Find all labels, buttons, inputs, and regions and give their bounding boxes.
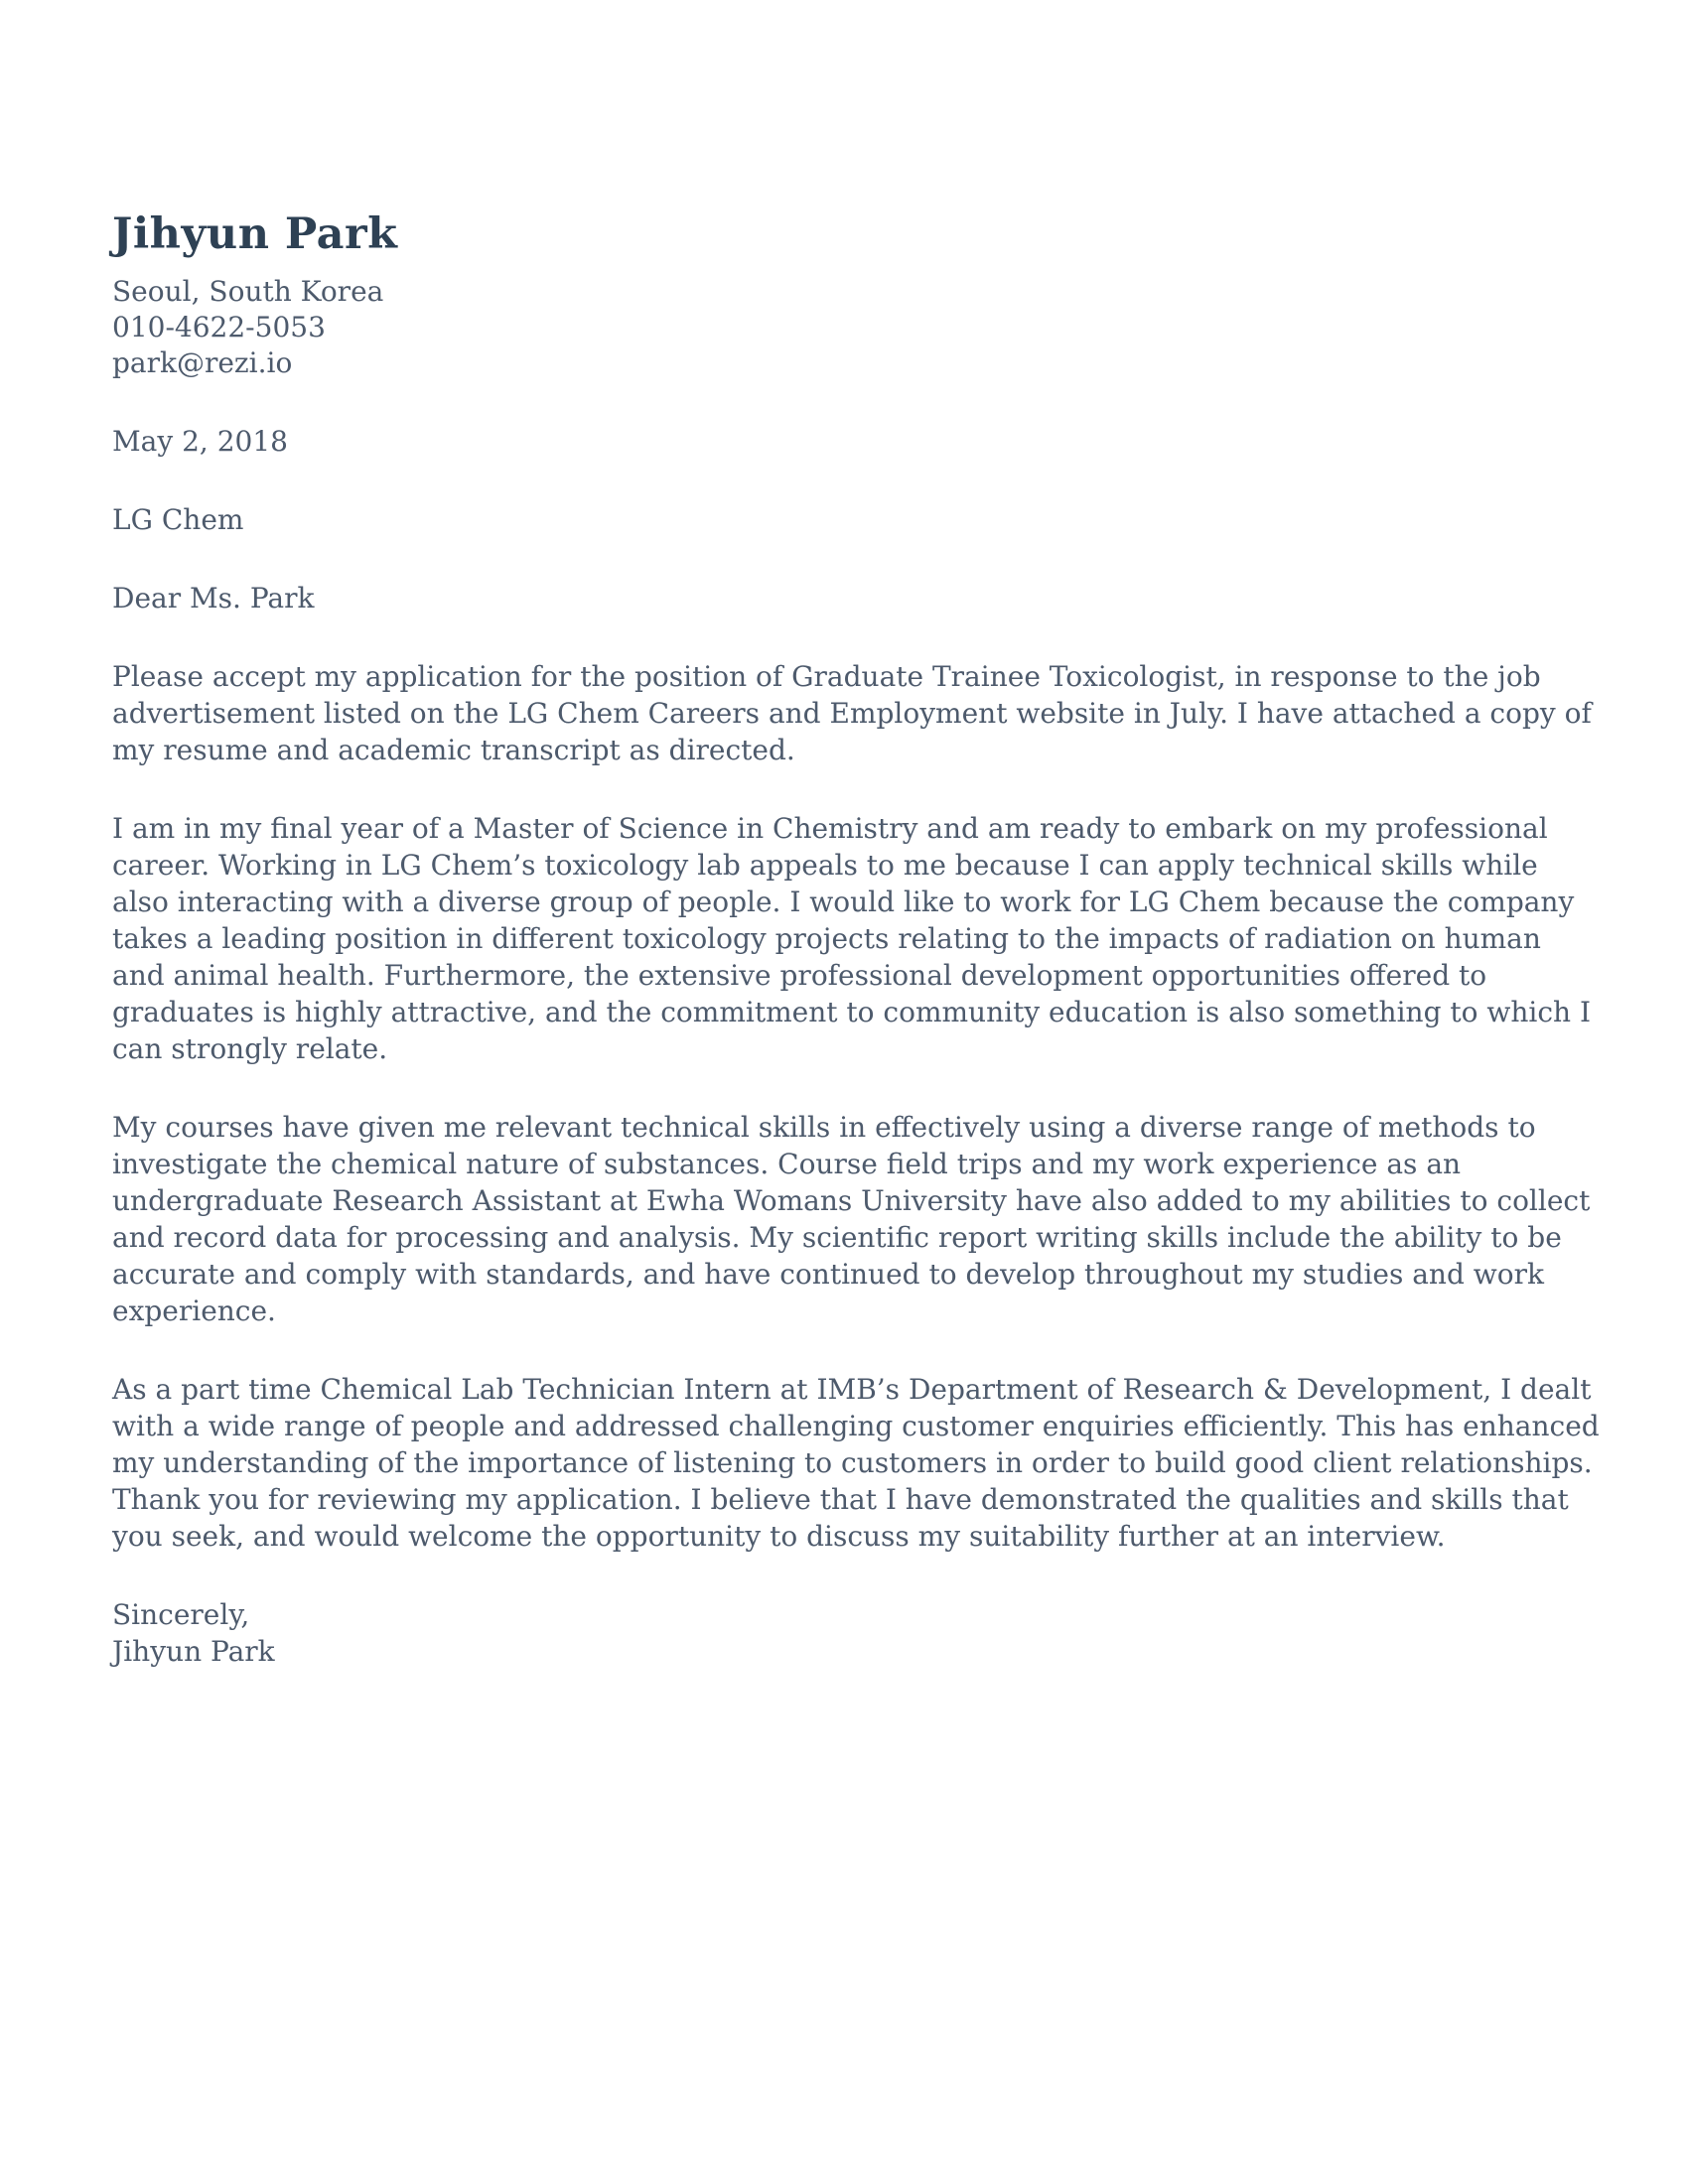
closing-block <box>112 1596 1602 1670</box>
letter-date: May 2, 2018 <box>112 425 288 459</box>
signature-name: Jihyun Park <box>112 1635 275 1669</box>
sender-email: park@rezi.io <box>112 346 293 380</box>
paragraph-1 <box>112 658 1602 768</box>
paragraph-4 <box>112 1371 1602 1555</box>
salutation: Dear Ms. Park <box>112 582 315 615</box>
paragraph-2 <box>112 810 1602 1067</box>
closing-salutation: Sincerely, <box>112 1598 250 1632</box>
sender-name-heading: Jihyun Park <box>112 209 398 259</box>
contact-block <box>112 274 1602 381</box>
paragraph-3-text: My courses have given me relevant technical skills in effectively using a diverse range of methods to investigate the chemical nature of substances. Course field trips and my work experience as an undergraduate Research Assistant at Ewha Womans University have also added to my abilities to collect and record data for processing and analysis. My scientific report writing skills include the ability to be accurate and comply with standards, and have continued to develop throughout my studies and work experience. <box>112 1111 1591 1328</box>
paragraph-3 <box>112 1109 1602 1329</box>
sender-location: Seoul, South Korea <box>112 275 384 309</box>
recipient-name: LG Chem <box>112 503 244 537</box>
paragraph-4-text-line-1: As a part time Chemical Lab Technician Intern at IMB’s Department of Research & Development, I dealt with a wide range of people and addressed challenging customer enquiries efficiently. This has enhanced my understanding of the importance of listening to customers in order to build good client relationships. <box>112 1373 1600 1480</box>
sender-phone: 010-4622-5053 <box>112 311 326 344</box>
letter-content <box>112 211 1602 1670</box>
paragraph-2-text: I am in my final year of a Master of Science in Chemistry and am ready to embark on my professional career. Working in LG Chem’s toxicology lab appeals to me because I can apply technical skills while also interacting with a diverse group of people. I would like to work for LG Chem because the company takes a leading position in different toxicology projects relating to the impacts of radiation on human and animal health. Furthermore, the extensive professional development opportunities offered to graduates is highly attractive, and the commitment to community education is also something to which I can strongly relate. <box>112 812 1592 1066</box>
paragraph-1-text: Please accept my application for the position of Graduate Trainee Toxicologist, in response to the job advertisement listed on the LG Chem Careers and Employment website in July. I have attached a copy of my resume and academic transcript as directed. <box>112 660 1592 767</box>
paragraph-4-text-line-2: Thank you for reviewing my application. I believe that I have demonstrated the qualities and skills that you seek, and would welcome the opportunity to discuss my suitability further at an interview. <box>112 1483 1569 1554</box>
